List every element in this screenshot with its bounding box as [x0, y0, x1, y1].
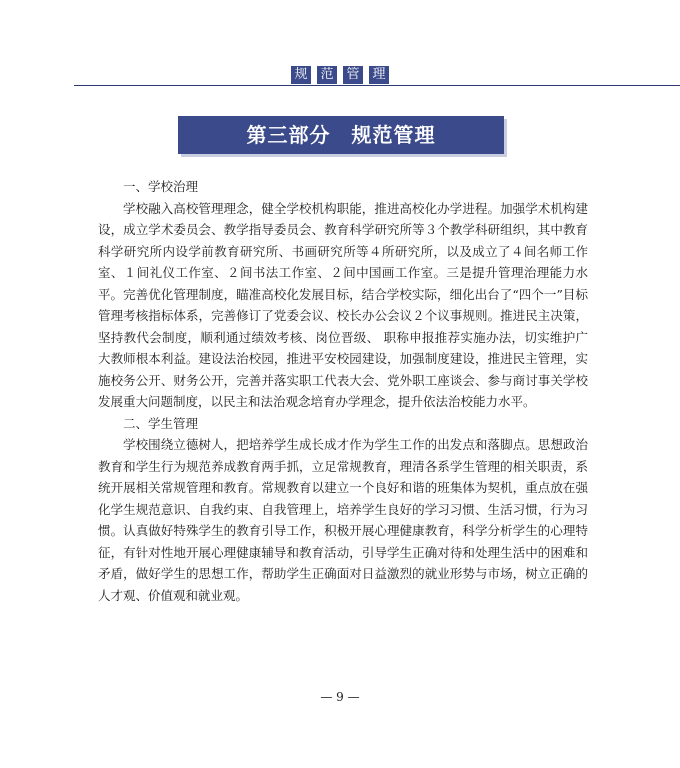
main-content	[98, 176, 588, 606]
section-body-school-governance: 学校融入高校管理理念，健全学校机构职能，推进高校化办学进程。加强学术机构建设，成立学术委员会、教学指导委员会、教育科学研究所等３个教学科研组织，其中教育科学研究所内设学前教育研究所、书画研究所等４所研究所，以及成立了４间名师工作室、１间礼仪工作室、２间书法工作室、２间中国画工作室。三是提升管理治理能力水平。完善优化管理制度，瞄准高校化发展目标，结合学校实际，细化出台了“四个一”目标管理考核指标体系，完善修订了党委会议、校长办公会议２个议事规则。推进民主决策，坚持教代会制度，顺利通过绩效考核、岗位晋级、 职称申报推荐实施办法，切实维护广大教师根本利益。建设法治校园，推进平安校园建设，加强制度建设，推进民主管理，实施校务公开、财务公开，完善并落实职工代表大会、党外职工座谈会、参与商讨事关学校发展重大问题制度，以民主和法治观念培育办学理念，提升依法治校能力水平。	[98, 200, 588, 409]
section-body-student-management: 学校围绕立德树人，把培养学生成长成才作为学生工作的出发点和落脚点。思想政治教育和学生行为规范养成教育两手抓，立足常规教育，理清各系学生管理的相关职责，系统开展相关常规管理和教育。常规教育以建立一个良好和谐的班集体为契机，重点放在强化学生规范意识、自我约束、自我管理上，培养学生良好的学习习惯、生活习惯，行为习惯。认真做好特殊学生的教育引导工作，积极开展心理健康教育，科学分析学生的心理特征，有针对性地开展心理健康辅导和教育活动，引导学生正确对待和处理生活中的困难和矛盾，做好学生的思想工作，帮助学生正确面对日益激烈的就业形势与市场，树立正确的人才观、价值观和就业观。	[98, 437, 588, 603]
header-tab-char: 管	[343, 66, 363, 84]
header-tab-char: 规	[291, 66, 311, 84]
section-heading-school-governance: 一、学校治理	[123, 179, 199, 194]
header-tab-char: 范	[317, 66, 337, 84]
section-title-banner: 第三部分 规范管理	[178, 116, 504, 154]
header-rule	[74, 85, 680, 86]
running-header	[0, 66, 680, 84]
page-number: — 9 —	[320, 690, 360, 704]
section-heading-student-management: 二、学生管理	[123, 415, 199, 431]
header-tab-char: 理	[369, 66, 389, 84]
